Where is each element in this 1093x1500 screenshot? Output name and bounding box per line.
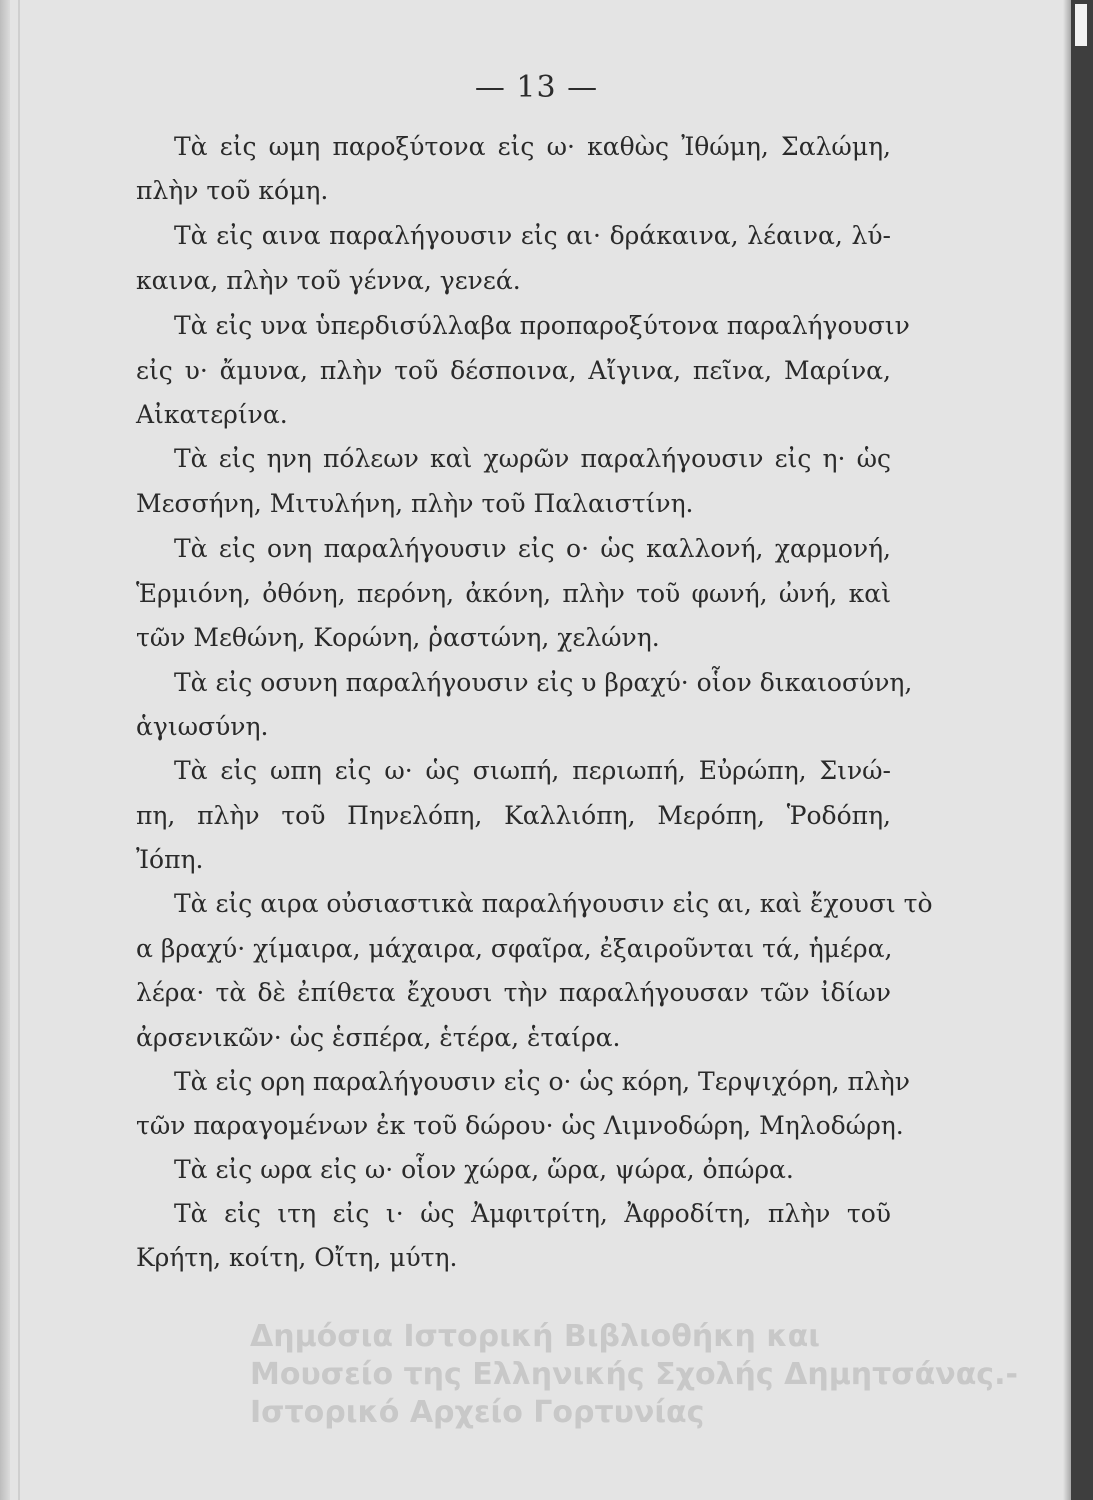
text-line: Τὰ εἰς ωπη εἰς ω· ὡς σιωπή, περιωπή, Εὐρώπη, Σινώ-: [174, 756, 891, 785]
text-line: α βραχύ· χίμαιρα, μάχαιρα, σφαῖρα, ἐξαιροῦνται τά, ἡμέρα,: [136, 934, 893, 963]
text-line: Αἰκατερίνα.: [136, 400, 288, 429]
text-line: Ἰόπη.: [136, 845, 204, 874]
text-line: τῶν Μεθώνη, Κορώνη, ῥαστώνη, χελώνη.: [136, 623, 660, 652]
text-line: λέρα· τὰ δὲ ἐπίθετα ἔχουσι τὴν παραλήγουσαν τῶν ἰδίων: [136, 978, 891, 1007]
text-line: τῶν παραγομένων ἐκ τοῦ δώρου· ὡς Λιμνοδώρη, Μηλοδώρη.: [136, 1111, 904, 1140]
corner-mark: [1075, 4, 1087, 46]
page-fold-line: [18, 0, 20, 1500]
watermark-line: Ιστορικό Αρχείο Γορτυνίας: [250, 1395, 705, 1430]
text-line: Τὰ εἰς ωρα εἰς ω· οἷον χώρα, ὥρα, ψώρα, ὀπώρα.: [174, 1155, 794, 1184]
text-line: Τὰ εἰς οσυνη παραλήγουσιν εἰς υ βραχύ· οἷον δικαιοσύνη,: [174, 668, 913, 697]
text-line: Τὰ εἰς υνα ὑπερδισύλλαβα προπαροξύτονα παραλήγουσιν: [174, 311, 910, 340]
page-right-shadow: [1063, 0, 1071, 1500]
text-line: Τὰ εἰς ηνη πόλεων καὶ χωρῶν παραλήγουσιν εἰς η· ὡς: [174, 444, 891, 473]
text-line: Τὰ εἰς ωμη παροξύτονα εἰς ω· καθὼς Ἰθώμη, Σαλώμη,: [174, 132, 891, 161]
scan-background-edge: [1071, 0, 1093, 1500]
text-line: Τὰ εἰς ονη παραλήγουσιν εἰς ο· ὡς καλλονή, χαρμονή,: [174, 534, 891, 563]
text-line: πη, πλὴν τοῦ Πηνελόπη, Καλλιόπη, Μερόπη, Ῥοδόπη,: [136, 801, 891, 830]
text-line: Τὰ εἰς ορη παραλήγουσιν εἰς ο· ὡς κόρη, Τερψιχόρη, πλὴν: [174, 1067, 910, 1096]
text-line: εἰς υ· ἄμυνα, πλὴν τοῦ δέσποινα, Αἴγινα, πεῖνα, Μαρίνα,: [136, 356, 891, 385]
text-line: Τὰ εἰς αινα παραλήγουσιν εἰς αι· δράκαινα, λέαινα, λύ-: [174, 221, 891, 250]
text-line: πλὴν τοῦ κόμη.: [136, 176, 329, 205]
watermark-line: Μουσείο της Ελληνικής Σχολής Δημητσάνας.-: [250, 1357, 1018, 1392]
text-line: ἀρσενικῶν· ὡς ἑσπέρα, ἑτέρα, ἑταίρα.: [136, 1023, 621, 1052]
text-line: Ἑρμιόνη, ὀθόνη, περόνη, ἀκόνη, πλὴν τοῦ φωνή, ὠνή, καὶ: [136, 579, 891, 608]
text-line: ἁγιωσύνη.: [136, 712, 269, 741]
text-line: Τὰ εἰς αιρα οὐσιαστικὰ παραλήγουσιν εἰς αι, καὶ ἔχουσι τὸ: [174, 889, 933, 918]
page-number: — 13 —: [474, 70, 599, 105]
text-line: Κρήτη, κοίτη, Οἴτη, μύτη.: [136, 1243, 458, 1272]
text-line: Τὰ εἰς ιτη εἰς ι· ὡς Ἀμφιτρίτη, Ἀφροδίτη, πλὴν τοῦ: [174, 1199, 891, 1228]
text-line: Μεσσήνη, Μιτυλήνη, πλὴν τοῦ Παλαιστίνη.: [136, 489, 694, 518]
text-line: καινα, πλὴν τοῦ γέννα, γενεά.: [136, 266, 521, 295]
page-left-edge: [0, 0, 10, 1500]
watermark-line: Δημόσια Ιστορική Βιβλιοθήκη και: [250, 1319, 820, 1354]
